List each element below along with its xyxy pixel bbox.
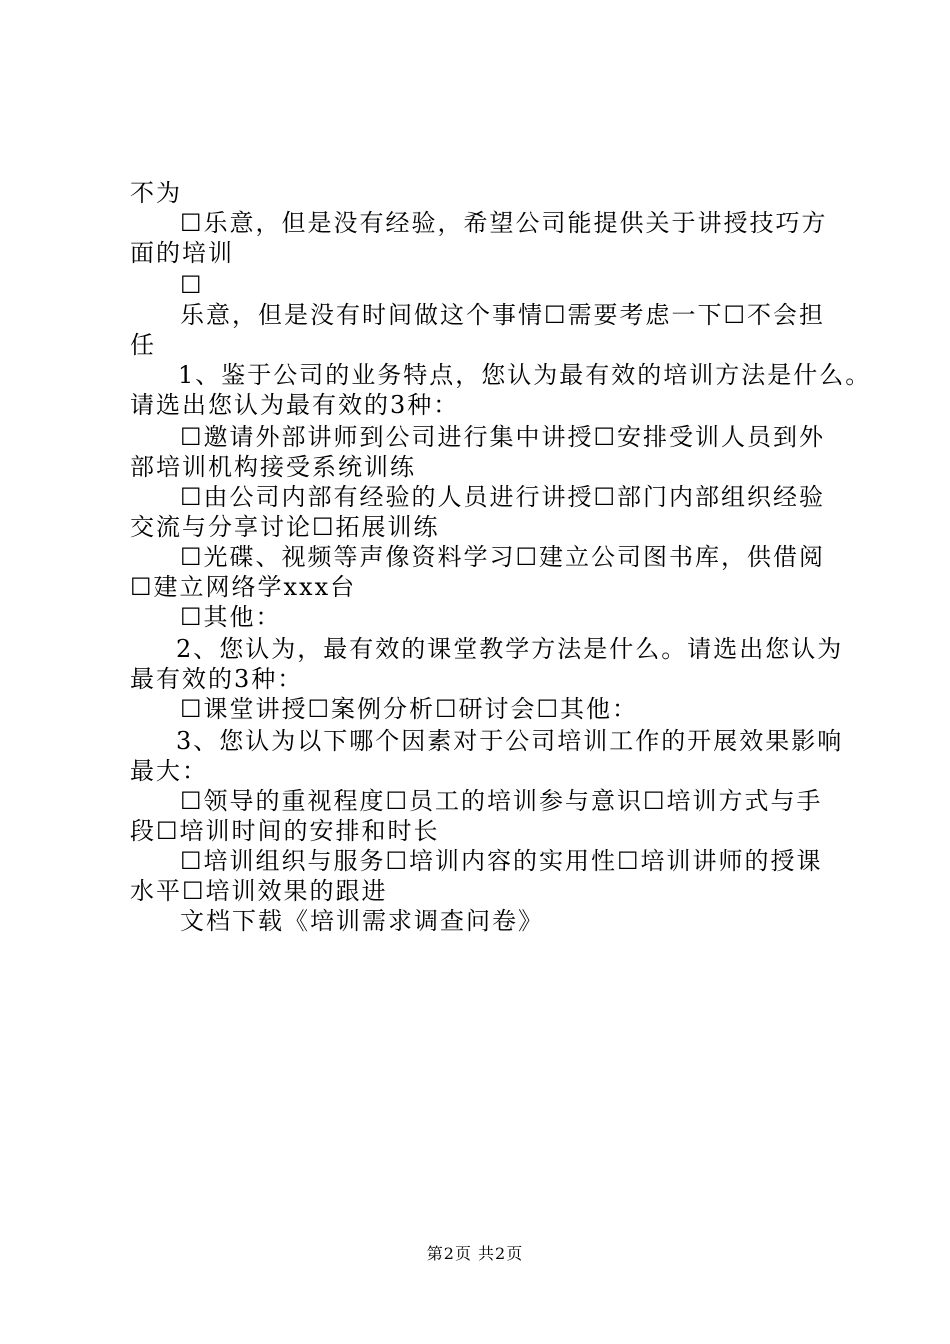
text-line: 面的培训: [130, 239, 234, 267]
text-line: ☐光碟、视频等声像资料学习☐建立公司图书库，供借阅: [180, 543, 826, 571]
text-line: 水平☐培训效果的跟进: [130, 877, 388, 905]
question-1: 1、鉴于公司的业务特点，您认为最有效的培训方法是什么。: [178, 361, 872, 389]
page-footer: 第2页 共2页: [426, 1244, 524, 1263]
text-line: 段☐培训时间的安排和时长: [130, 817, 440, 845]
text-line: 请选出您认为最有效的3种：: [130, 391, 460, 419]
text-line: ☐课堂讲授☐案例分析☐研讨会☐其他：: [180, 695, 639, 723]
text-line: 交流与分享讨论☐拓展训练: [130, 513, 440, 541]
download-line: 文档下载《培训需求调查问卷》: [180, 907, 544, 935]
text-line: ☐由公司内部有经验的人员进行讲授☐部门内部组织经验: [180, 483, 826, 511]
text-line: 部培训机构接受系统训练: [130, 453, 416, 481]
text-line: 乐意，但是没有时间做这个事情☐需要考虑一下☐不会担: [180, 301, 826, 329]
text-line: 最大：: [130, 757, 208, 785]
text-line: ☐领导的重视程度☐员工的培训参与意识☐培训方式与手: [180, 787, 823, 815]
text-line: 最有效的3种：: [130, 665, 304, 693]
text-line: ☐建立网络学xxx台: [130, 573, 357, 601]
checkbox-line: ☐: [180, 271, 204, 299]
text-line: ☐其他：: [180, 603, 282, 631]
question-2: 2、您认为，最有效的课堂教学方法是什么。请选出您认为: [176, 635, 844, 663]
text-line: 不为: [130, 179, 182, 207]
text-line: ☐邀请外部讲师到公司进行集中讲授☐安排受训人员到外: [180, 423, 826, 451]
text-line: 任: [130, 331, 156, 359]
question-3: 3、您认为以下哪个因素对于公司培训工作的开展效果影响: [176, 727, 844, 755]
text-line: ☐乐意，但是没有经验，希望公司能提供关于讲授技巧方: [180, 209, 828, 237]
text-line: ☐培训组织与服务☐培训内容的实用性☐培训讲师的授课: [180, 847, 823, 875]
